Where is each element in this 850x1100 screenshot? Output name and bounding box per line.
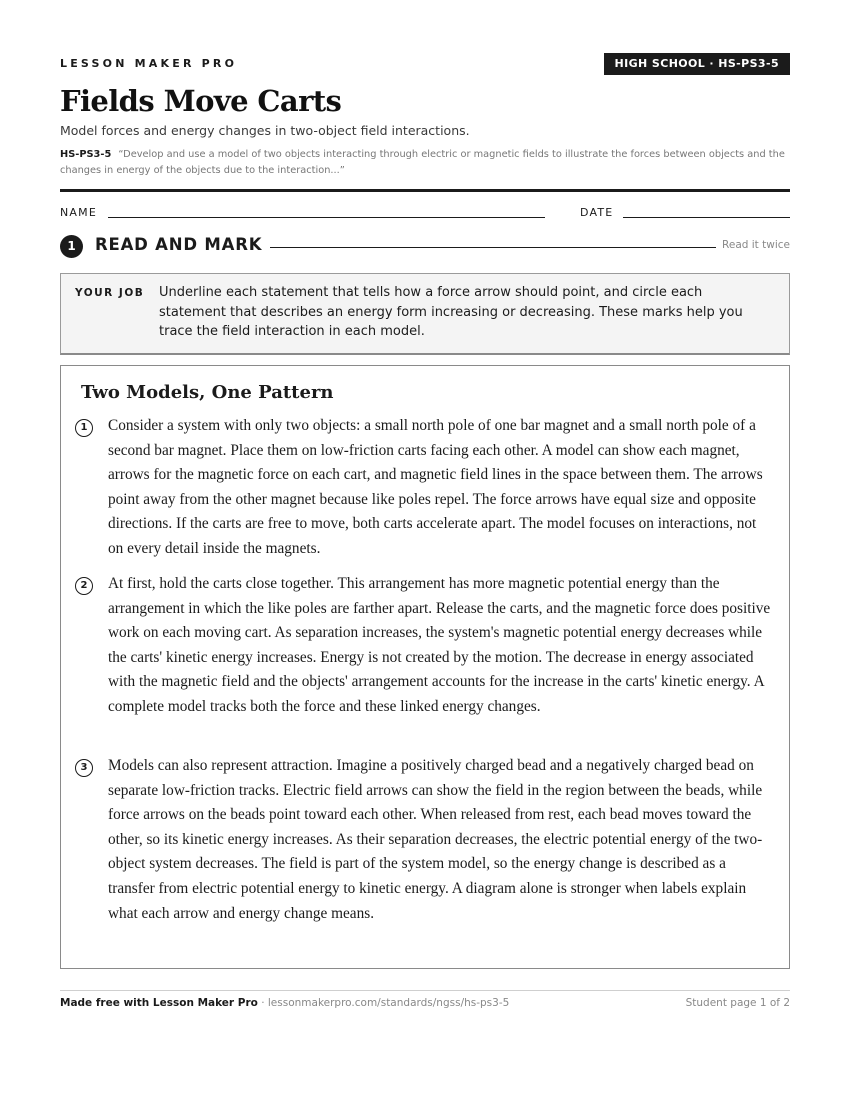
standard-text: “Develop and use a model of two objects interacting through electric or magnetic fields to illustrate the forces between objects and the changes in energy of the objects due to the interaction...” — [60, 149, 785, 176]
footer-divider — [60, 990, 790, 991]
passage-paragraph: At first, hold the carts close together. This arrangement has more magnetic potential energy than the arrangement in which the like poles are farther apart. Release the carts, and the magnetic force does positive work on each moving cart. As separation increases, the system's magnetic potential energy decreases while the carts' kinetic energy increases. Energy is not created by the motion. The decrease in energy associated with the magnetic field and the objects' arrangement accounts for the increase in the carts' kinetic energy. A complete model tracks both the force and these linked energy changes. — [108, 575, 771, 715]
reading-passage — [60, 365, 790, 969]
date-field[interactable] — [623, 217, 790, 218]
paragraph-number: 2 — [75, 577, 93, 595]
instructions-label: YOUR JOB — [75, 287, 145, 299]
name-date-row — [60, 206, 790, 222]
date-label: DATE — [580, 206, 614, 219]
brand-name: LESSON MAKER PRO — [60, 57, 238, 70]
name-label: NAME — [60, 206, 97, 219]
header-divider — [60, 189, 790, 192]
section-title: READ AND MARK — [95, 235, 263, 254]
page-title: Fields Move Carts — [60, 84, 342, 118]
passage-title: Two Models, One Pattern — [81, 382, 334, 403]
section-note: Read it twice — [722, 239, 790, 251]
passage-paragraph: Models can also represent attraction. Imagine a positively charged bead and a negatively charged bead on separate low-friction tracks. Electric field arrows can show the field in the region between the beads, while force arrows on the beads point toward each other. When released from rest, each bead moves toward the other, so its kinetic energy increases. As their separation decreases, the electric potential energy of the two-object system decreases. The field is part of the system model, so the energy change is described as a transfer from electric potential energy to kinetic energy. A diagram alone is stronger when labels explain what each arrow and energy change means. — [108, 757, 763, 922]
footer-separator: · — [261, 997, 265, 1009]
instructions-text: Underline each statement that tells how a force arrow should point, and circle each statement that describes an energy form increasing or decreasing. These marks help you trace the field interaction in each model. — [159, 285, 743, 340]
section-header — [60, 234, 790, 258]
footer-brand-credit: Made free with Lesson Maker Pro — [60, 997, 258, 1009]
page-subtitle: Model forces and energy changes in two-object field interactions. — [60, 123, 470, 138]
paragraph-number: 3 — [75, 759, 93, 777]
standard-statement — [60, 147, 790, 179]
page-number: Student page 1 of 2 — [685, 997, 790, 1009]
paragraph-number: 1 — [75, 419, 93, 437]
footer-url-link[interactable]: lessonmakerpro.com/standards/ngss/hs-ps3-5 — [267, 997, 510, 1009]
name-field[interactable] — [108, 217, 545, 218]
standard-code: HS-PS3-5 — [60, 149, 112, 160]
instructions-box — [60, 273, 790, 355]
section-number-badge: 1 — [60, 235, 83, 258]
section-rule — [270, 247, 716, 248]
footer-credit — [60, 997, 509, 1009]
passage-paragraph: Consider a system with only two objects: a small north pole of one bar magnet and a small north pole of a second bar magnet. Place them on low-friction carts facing each other. A model can show each magnet, arrows for the magnetic force on each cart, and magnetic field lines in the space between them. The arrows point away from the other magnet because like poles repel. The force arrows have equal size and opposite directions. If the carts are free to move, both carts accelerate apart. The model focuses on interactions, not on every detail inside the magnets. — [108, 417, 763, 557]
grade-standard-badge: HIGH SCHOOL · HS-PS3-5 — [604, 53, 790, 75]
